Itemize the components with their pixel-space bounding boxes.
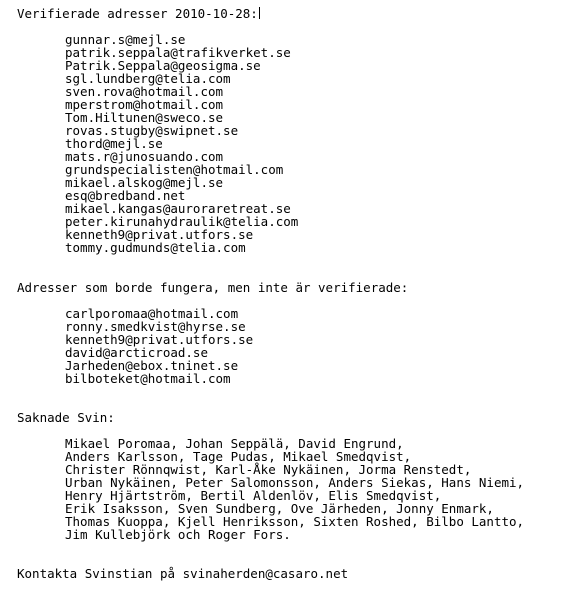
missing-names-paragraph	[65, 437, 524, 541]
verified-email: Patrik.Seppala@geosigma.se	[65, 58, 261, 73]
verified-email: kenneth9@privat.utfors.se	[65, 227, 254, 242]
verified-email: mats.r@junosuando.com	[65, 149, 224, 164]
unverified-email: kenneth9@privat.utfors.se	[65, 332, 254, 347]
names-line: Jim Kullebjörk och Roger Fors.	[65, 527, 291, 542]
contact-line: Kontakta Svinstian på svinaherden@casaro.net	[17, 566, 349, 581]
names-line: Anders Karlsson, Tage Pudas, Mikael Smedqvist,	[65, 449, 412, 464]
names-line: Urban Nykäinen, Peter Salomonsson, Anders Siekas, Hans Niemi,	[65, 475, 525, 490]
verified-email: sgl.lundberg@telia.com	[65, 71, 231, 86]
verified-heading-text: Verifierade adresser 2010-10-28:	[17, 6, 258, 21]
verified-heading	[17, 7, 260, 20]
names-line: Christer Rönnqwist, Karl-Åke Nykäinen, Jorma Renstedt,	[65, 462, 472, 477]
verified-email: rovas.stugby@swipnet.se	[65, 123, 239, 138]
verified-email: gunnar.s@mejl.se	[65, 32, 186, 47]
names-line: Henry Hjärtström, Bertil Aldenlöv, Elis Smedqvist,	[65, 488, 442, 503]
verified-email-list	[65, 33, 298, 254]
verified-email: patrik.seppala@trafikverket.se	[65, 45, 291, 60]
unverified-email: carlporomaa@hotmail.com	[65, 306, 239, 321]
verified-email: esq@bredband.net	[65, 188, 186, 203]
unverified-email: ronny.smedkvist@hyrse.se	[65, 319, 246, 334]
verified-email: Tom.Hiltunen@sweco.se	[65, 110, 224, 125]
verified-email: mikael.alskog@mejl.se	[65, 175, 224, 190]
unverified-heading: Adresser som borde fungera, men inte är verifierade:	[17, 280, 409, 295]
verified-email: mperstrom@hotmail.com	[65, 97, 224, 112]
verified-email: peter.kirunahydraulik@telia.com	[65, 214, 299, 229]
unverified-email: Jarheden@ebox.tninet.se	[65, 358, 239, 373]
verified-email: thord@mejl.se	[65, 136, 163, 151]
names-line: Mikael Poromaa, Johan Seppälä, David Engrund,	[65, 436, 404, 451]
names-line: Thomas Kuoppa, Kjell Henriksson, Sixten Roshed, Bilbo Lantto,	[65, 514, 525, 529]
unverified-email: bilboteket@hotmail.com	[65, 371, 231, 386]
unverified-email: david@arcticroad.se	[65, 345, 208, 360]
verified-email: mikael.kangas@auroraretreat.se	[65, 201, 291, 216]
verified-email: sven.rova@hotmail.com	[65, 84, 224, 99]
unverified-email-list	[65, 307, 253, 385]
text-cursor	[259, 7, 260, 19]
verified-email: grundspecialisten@hotmail.com	[65, 162, 284, 177]
missing-heading: Saknade Svin:	[17, 410, 115, 425]
names-line: Erik Isaksson, Sven Sundberg, Ove Järheden, Jonny Enmark,	[65, 501, 494, 516]
verified-email: tommy.gudmunds@telia.com	[65, 240, 246, 255]
